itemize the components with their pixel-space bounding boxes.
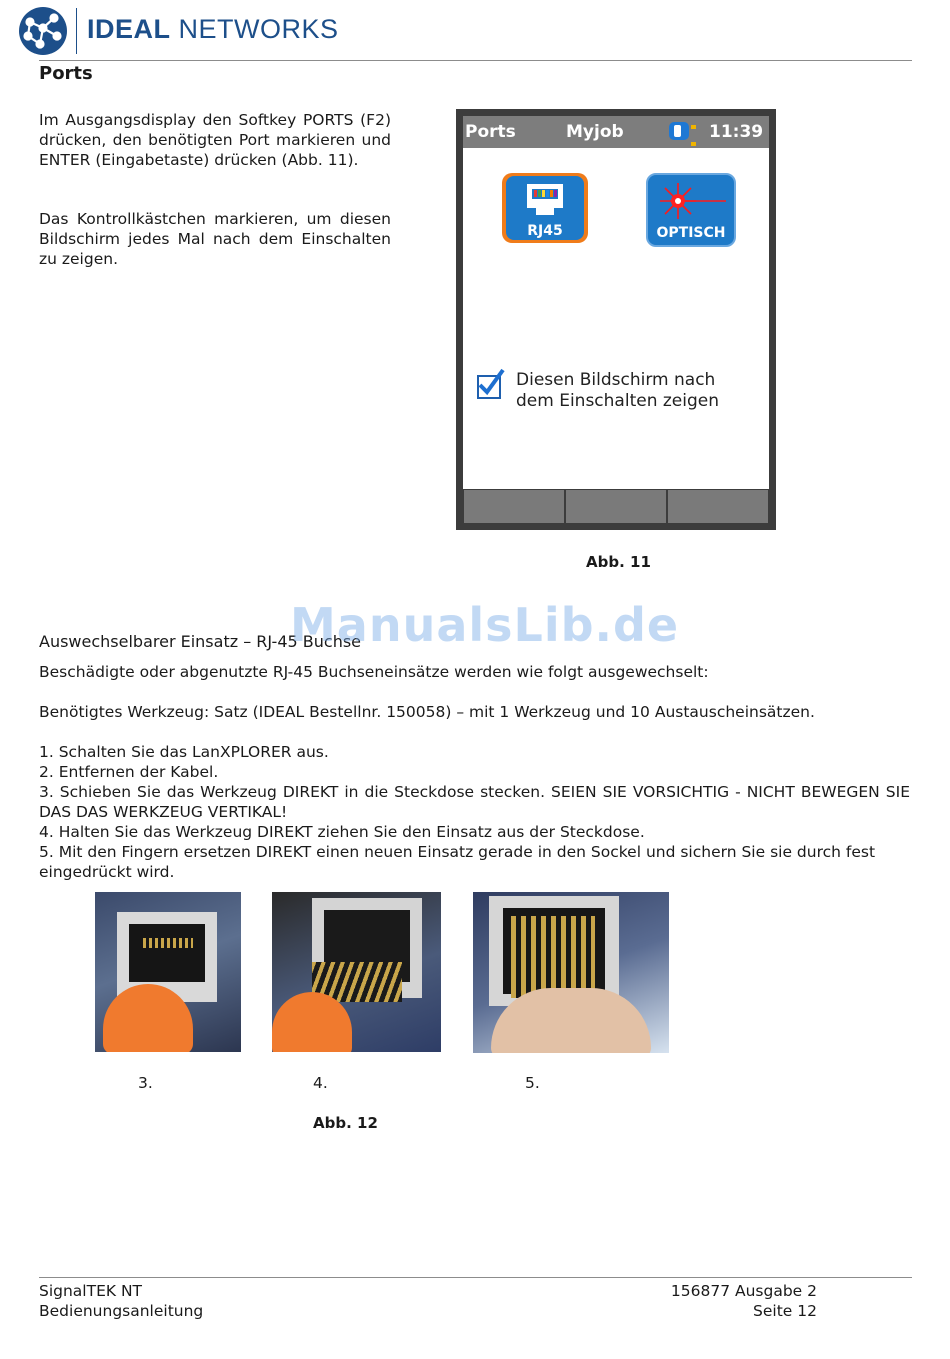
step-2: 2. Entfernen der Kabel. [39,763,219,781]
job-name: Myjob [566,122,624,142]
photo-label-3: 3. [138,1074,153,1092]
softkey-f2[interactable] [565,489,667,524]
tools-paragraph: Benötigtes Werkzeug: Satz (IDEAL Bestellnr. 150058) – mit 1 Werkzeug und 10 Austauscheinsätzen. [39,703,815,721]
figure-caption-abb-12: Abb. 12 [313,1114,378,1132]
step-1: 1. Schalten Sie das LanXPLORER aus. [39,743,329,761]
device-screenshot [456,109,776,530]
battery-icon [669,122,689,140]
checkbox-label-line-1: Diesen Bildschirm nach [516,370,716,390]
softkey-bar [463,489,769,524]
device-screen [463,116,769,490]
ports-paragraph-2: Das Kontrollkästchen markieren, um diesen Bildschirm jedes Mal nach dem Einschalten zu zeigen. [39,210,391,268]
header-rule [39,60,912,61]
laser-icon [656,179,728,223]
port-button-rj45[interactable] [502,173,588,243]
section-heading-ports: Ports [39,63,93,84]
battery-level-icon [691,125,696,146]
device-title-bar [463,116,769,148]
screen-title: Ports [465,122,516,142]
rj45-jack-icon [522,181,568,221]
brand-name [87,14,339,45]
footer-rule [39,1277,912,1278]
checkbox-label-line-2: dem Einschalten zeigen [516,391,720,411]
step-3: 3. Schieben Sie das Werkzeug DIREKT in die Steckdose stecken. SEIEN SIE VORSICHTIG - NICHT BEWEGEN SIE DAS DAS WERKZEUG VERTIKAL! [39,783,910,821]
footer-doc-type: Bedienungsanleitung [39,1302,204,1320]
port-button-optisch[interactable] [646,173,736,247]
footer-page-number: Seite 12 [753,1302,817,1320]
port-label-optisch: OPTISCH [656,225,726,241]
photo-label-5: 5. [525,1074,540,1092]
footer-product: SignalTEK NT [39,1282,143,1300]
photo-step-3 [95,892,241,1052]
step-4: 4. Halten Sie das Werkzeug DIREKT ziehen Sie den Einsatz aus der Steckdose. [39,823,645,841]
checkmark-icon [477,367,505,397]
figure-caption-abb-11: Abb. 11 [586,553,651,571]
watermark: ManualsLib.de [290,598,680,652]
softkey-f1[interactable] [463,489,565,524]
brand-bold: IDEAL [87,14,171,44]
step-5: 5. Mit den Fingern ersetzen DIREKT einen neuen Einsatz gerade in den Sockel und sichern Sie sie durch fest eingedrückt wird. [39,843,876,881]
photo-step-4 [272,892,441,1052]
network-logo-icon [18,6,68,56]
footer-issue: 156877 Ausgabe 2 [670,1282,817,1300]
steps-list [39,742,910,882]
clock-time: 11:39 [709,122,764,142]
checkbox-label [516,370,719,412]
ports-paragraph-1: Im Ausgangsdisplay den Softkey PORTS (F2) drücken, den benötigten Port markieren und ENTER (Eingabetaste) drücken (Abb. 11). [39,111,391,169]
show-on-startup-checkbox[interactable] [477,375,501,399]
intro-paragraph: Beschädigte oder abgenutzte RJ-45 Buchseneinsätze werden wie folgt ausgewechselt: [39,663,709,681]
photo-label-4: 4. [313,1074,328,1092]
photo-step-5 [473,892,669,1053]
logo [18,6,68,56]
port-label-rj45: RJ45 [527,223,563,239]
section-heading-rj45-insert: Auswechselbarer Einsatz – RJ-45 Buchse [39,632,362,651]
softkey-f3[interactable] [667,489,769,524]
brand-light: NETWORKS [178,14,339,44]
logo-divider [76,8,77,54]
